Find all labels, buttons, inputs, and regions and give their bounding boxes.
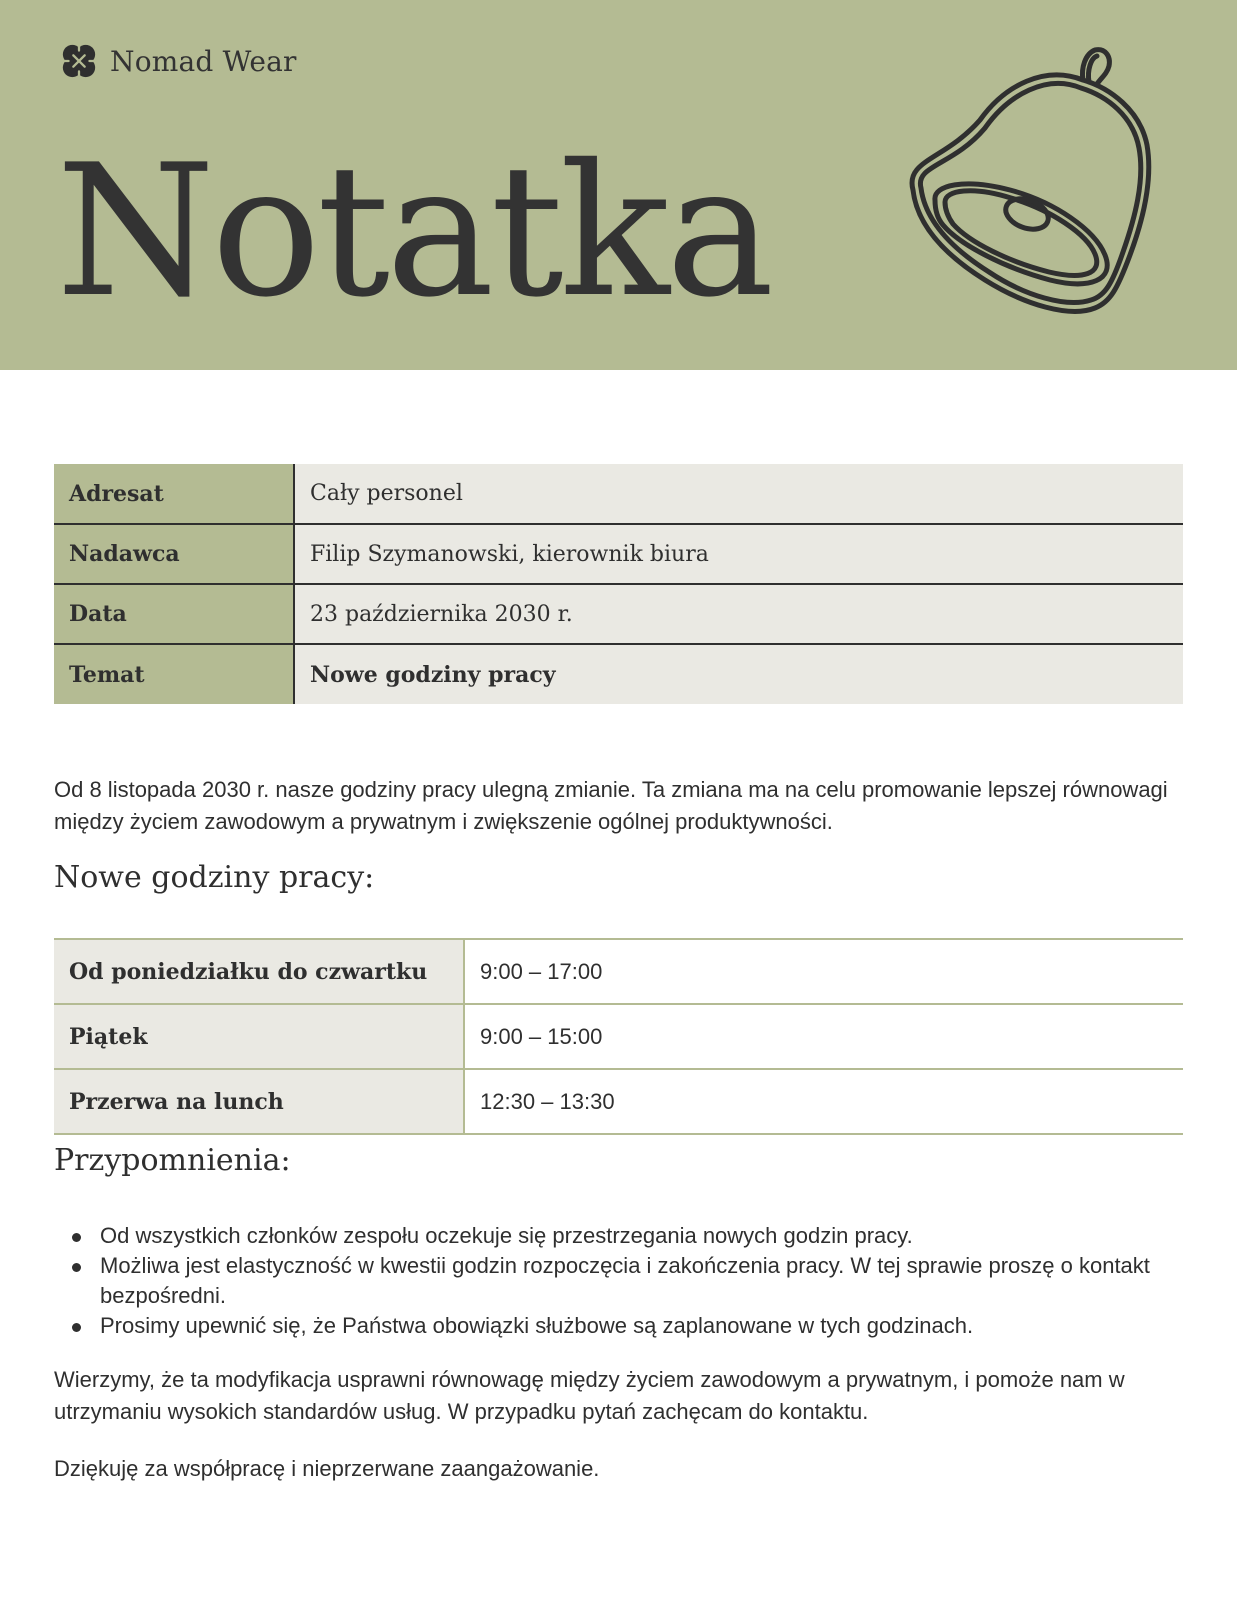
reminder-text: Od wszystkich członków zespołu oczekuje się przestrzegania nowych godzin pracy. bbox=[100, 1223, 913, 1248]
info-row-sender bbox=[54, 524, 1183, 584]
hours-time: 9:00 – 15:00 bbox=[464, 1004, 1183, 1069]
info-key: Nadawca bbox=[54, 524, 294, 584]
table-row bbox=[54, 1004, 1183, 1069]
table-row bbox=[54, 939, 1183, 1004]
thanks-paragraph: Dziękuję za współpracę i nieprzerwane zaangażowanie. bbox=[54, 1456, 600, 1481]
list-item bbox=[54, 1221, 1184, 1251]
info-value: 23 października 2030 r. bbox=[294, 584, 1183, 644]
bell-icon bbox=[905, 40, 1185, 340]
memo-info-table bbox=[54, 464, 1183, 704]
info-key: Temat bbox=[54, 644, 294, 704]
reminder-text: Możliwa jest elastyczność w kwestii godzin rozpoczęcia i zakończenia pracy. W tej sprawie proszę o kontakt bezpośredni. bbox=[100, 1253, 1150, 1308]
info-value: Nowe godziny pracy bbox=[294, 644, 1183, 704]
table-row bbox=[54, 1069, 1183, 1134]
bullet-icon bbox=[72, 1233, 81, 1242]
reminders-list bbox=[54, 1221, 1184, 1341]
info-key: Data bbox=[54, 584, 294, 644]
list-item bbox=[54, 1251, 1184, 1311]
list-item bbox=[54, 1311, 1184, 1341]
page-title: Notatka bbox=[56, 125, 771, 337]
reminder-text: Prosimy upewnić się, że Państwa obowiązki służbowe są zaplanowane w tych godzinach. bbox=[100, 1313, 974, 1338]
info-value: Filip Szymanowski, kierownik biura bbox=[294, 524, 1183, 584]
closing-paragraph: Wierzymy, że ta modyfikacja usprawni równowagę między życiem zawodowym a prywatnym, i pomoże nam w utrzymaniu wysokich standardów usług. W przypadku pytań zachęcam do kontaktu. bbox=[54, 1367, 1125, 1424]
hours-day: Piątek bbox=[54, 1004, 464, 1069]
hours-heading: Nowe godziny pracy: bbox=[54, 860, 375, 895]
bullet-icon bbox=[72, 1323, 81, 1332]
hours-day: Przerwa na lunch bbox=[54, 1069, 464, 1134]
hours-table bbox=[54, 938, 1183, 1135]
hours-time: 9:00 – 17:00 bbox=[464, 939, 1183, 1004]
clover-logo-icon bbox=[60, 42, 98, 80]
info-row-subject bbox=[54, 644, 1183, 704]
info-row-recipient bbox=[54, 464, 1183, 524]
hours-time: 12:30 – 13:30 bbox=[464, 1069, 1183, 1134]
info-value: Cały personel bbox=[294, 464, 1183, 524]
bullet-icon bbox=[72, 1263, 81, 1272]
brand bbox=[60, 42, 297, 80]
intro-paragraph: Od 8 listopada 2030 r. nasze godziny pracy ulegną zmianie. Ta zmiana ma na celu promowanie lepszej równowagi między życiem zawodowym a prywatnym i zwiększenie ogólnej produktywności. bbox=[54, 777, 1168, 834]
brand-name: Nomad Wear bbox=[110, 44, 297, 78]
header-banner bbox=[0, 0, 1237, 370]
info-row-date bbox=[54, 584, 1183, 644]
info-key: Adresat bbox=[54, 464, 294, 524]
reminders-heading: Przypomnienia: bbox=[54, 1143, 291, 1178]
hours-day: Od poniedziałku do czwartku bbox=[54, 939, 464, 1004]
